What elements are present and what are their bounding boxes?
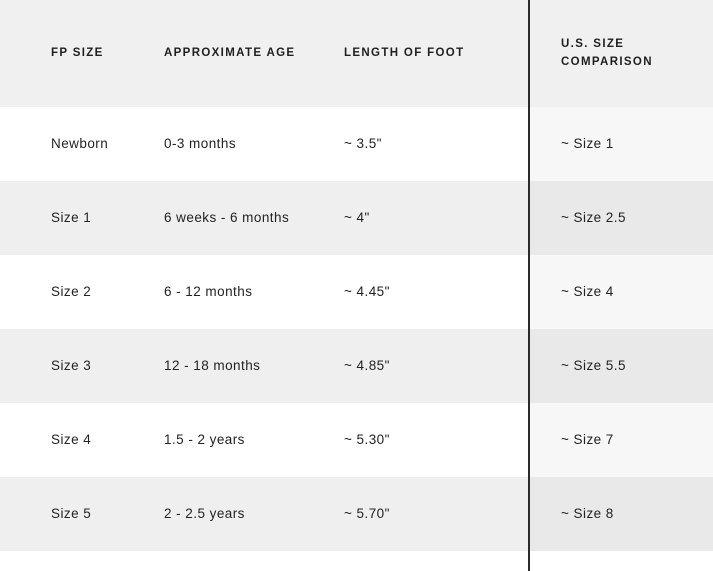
cell-length-of-foot-value: ~ 4.45" [344,283,390,299]
cell-approximate-age-value: 2 - 2.5 years [164,505,245,521]
cell-fp-size [0,329,113,403]
column-header-fp-size [0,0,113,107]
cell-fp-size-value: Size 3 [51,357,92,373]
cell-us-size-comparison-value: ~ Size 4 [561,283,614,299]
cell-us-size-comparison-value: ~ Size 5.5 [561,357,626,373]
cell-us-size-comparison [528,107,713,181]
cell-fp-size [0,477,113,551]
cell-approximate-age-value: 6 - 12 months [164,283,253,299]
cell-fp-size [0,181,113,255]
column-header-approximate-age [113,0,307,107]
cell-us-size-comparison [528,255,713,329]
cell-fp-size-value: Newborn [51,135,109,151]
cell-fp-size-value: Size 5 [51,505,92,521]
table-header [0,0,713,107]
cell-us-size-comparison [528,477,713,551]
cell-length-of-foot [307,181,528,255]
cell-fp-size-value: Size 2 [51,283,92,299]
cell-length-of-foot [307,255,528,329]
table-row [0,477,713,551]
cell-length-of-foot-value: ~ 4.85" [344,357,390,373]
cell-us-size-comparison-value: ~ Size 1 [561,135,614,151]
cell-us-size-comparison [528,181,713,255]
cell-length-of-foot-value: ~ 4" [344,209,370,225]
cell-approximate-age [113,477,307,551]
cell-approximate-age [113,181,307,255]
cell-approximate-age-value: 1.5 - 2 years [164,431,245,447]
cell-approximate-age [113,107,307,181]
table-row [0,107,713,181]
table-row [0,329,713,403]
cell-fp-size-value: Size 1 [51,209,92,225]
cell-approximate-age-value: 6 weeks - 6 months [164,209,290,225]
cell-fp-size [0,107,113,181]
table-row [0,181,713,255]
table-row [0,403,713,477]
column-header-approximate-age-label: APPROXIMATE AGE [164,46,296,59]
cell-us-size-comparison-value: ~ Size 8 [561,505,614,521]
cell-fp-size [0,255,113,329]
table-row [0,255,713,329]
table-body [0,107,713,551]
cell-us-size-comparison [528,329,713,403]
cell-fp-size [0,403,113,477]
cell-length-of-foot [307,329,528,403]
column-header-us-size-comparison [528,0,713,107]
column-header-length-of-foot [307,0,528,107]
cell-approximate-age [113,403,307,477]
cell-length-of-foot [307,403,528,477]
column-header-length-of-foot-label: LENGTH OF FOOT [344,46,465,59]
cell-length-of-foot-value: ~ 5.70" [344,505,390,521]
cell-us-size-comparison [528,403,713,477]
cell-length-of-foot-value: ~ 5.30" [344,431,390,447]
cell-length-of-foot [307,107,528,181]
column-header-us-size-comparison-label: U.S. SIZE COMPARISON [561,37,653,68]
cell-approximate-age-value: 12 - 18 months [164,357,261,373]
cell-fp-size-value: Size 4 [51,431,92,447]
cell-us-size-comparison-value: ~ Size 2.5 [561,209,626,225]
cell-length-of-foot [307,477,528,551]
cell-approximate-age [113,255,307,329]
column-header-fp-size-label: FP SIZE [51,46,104,59]
cell-approximate-age [113,329,307,403]
cell-us-size-comparison-value: ~ Size 7 [561,431,614,447]
cell-length-of-foot-value: ~ 3.5" [344,135,382,151]
cell-approximate-age-value: 0-3 months [164,135,237,151]
header-row [0,0,713,107]
